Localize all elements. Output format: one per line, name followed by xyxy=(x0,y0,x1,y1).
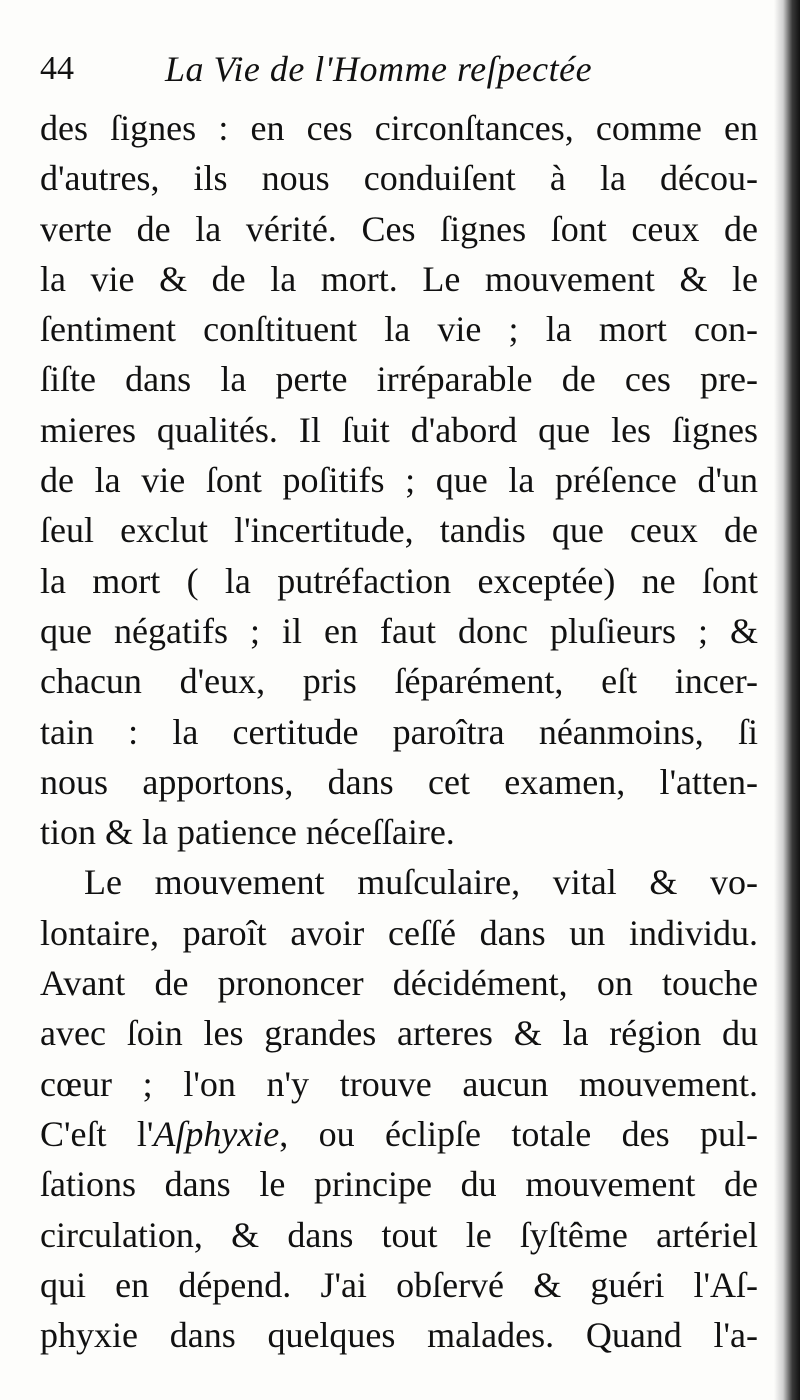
text-line: mieres qualités. Il ſuit d'abord que les ſignes xyxy=(40,409,758,450)
text-line: de la vie ſont poſitifs ; que la préſence d'un xyxy=(40,460,758,501)
text-line-with-italic xyxy=(40,1109,758,1159)
text-line: lontaire, paroît avoir ceſſé dans un individu. xyxy=(40,912,758,953)
italic-term: Aſphyxie xyxy=(153,1113,280,1154)
text-line: avec ſoin les grandes arteres & la région du xyxy=(40,1013,758,1054)
text-line: ſeul exclut l'incertitude, tandis que ceux de xyxy=(40,510,758,551)
text-line: ſentiment conſtituent la vie ; la mort con- xyxy=(40,309,758,350)
running-head: La Vie de l'Homme reſpectée xyxy=(165,49,593,89)
text-line: tion & la patience néceſſaire. xyxy=(40,812,455,853)
text-line: que négatifs ; il en faut donc pluſieurs ; & xyxy=(40,610,758,651)
paragraph-start-line: Le mouvement muſculaire, vital & vo- xyxy=(84,862,758,903)
text-line: la mort ( la putréfaction exceptée) ne ſont xyxy=(40,560,758,601)
text-line: qui en dépend. J'ai obſervé & guéri l'Aſ- xyxy=(40,1264,758,1305)
text-segment: C'eſt l' xyxy=(40,1113,154,1154)
text-line: d'autres, ils nous conduiſent à la décou- xyxy=(40,158,758,199)
text-line: chacun d'eux, pris ſéparément, eſt incer- xyxy=(40,661,758,702)
text-line: circulation, & dans tout le ſyſtême artériel xyxy=(40,1214,758,1255)
page-number: 44 xyxy=(40,50,74,87)
text-line: des ſignes : en ces circonſtances, comme en xyxy=(40,108,758,148)
text-line: la vie & de la mort. Le mouvement & le xyxy=(40,258,758,299)
text-line: cœur ; l'on n'y trouve aucun mouvement. xyxy=(40,1063,758,1104)
text-line: nous apportons, dans cet examen, l'atten- xyxy=(40,761,758,802)
text-line: Avant de prononcer décidément, on touche xyxy=(40,963,758,1004)
text-line: tain : la certitude paroîtra néanmoins, ſi xyxy=(40,711,758,752)
page-edge-shadow xyxy=(774,0,800,1400)
page-header xyxy=(40,48,760,100)
text-line: ſations dans le principe du mouvement de xyxy=(40,1164,758,1205)
text-segment: , ou éclipſe totale des pul- xyxy=(279,1113,758,1154)
text-line: verte de la vérité. Ces ſignes ſont ceux de xyxy=(40,208,758,249)
text-line: phyxie dans quelques malades. Quand l'a- xyxy=(40,1315,758,1356)
body-text xyxy=(40,103,758,1360)
text-line: ſiſte dans la perte irréparable de ces pre- xyxy=(40,359,758,400)
